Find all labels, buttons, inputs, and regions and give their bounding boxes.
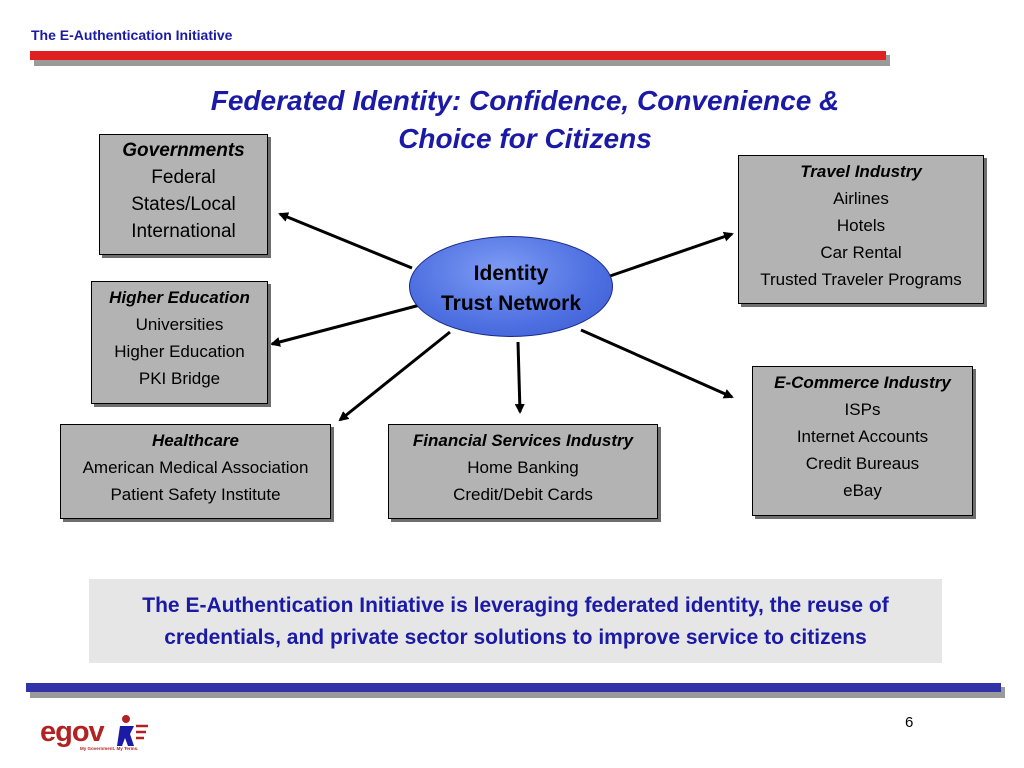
slide-title-line-1: Federated Identity: Confidence, Convenience & [210,85,840,116]
center-line-1: Identity [473,262,549,285]
governments-box [99,134,268,255]
travel-industry-line: Airlines [833,189,889,208]
governments-line: States/Local [131,194,236,215]
ecommerce-industry-box [752,366,973,516]
governments-line: International [131,221,236,242]
bottom-blue-bar [26,683,1001,692]
financial-services-line: Home Banking [467,458,579,477]
page-number: 6 [905,714,914,731]
governments-heading: Governments [122,140,245,161]
arrow-to-financial-services [518,342,520,412]
ecommerce-industry-line: eBay [843,481,882,500]
header-title: The E-Authentication Initiative [31,27,233,43]
arrow-to-ecommerce-industry [581,330,732,397]
travel-industry-line: Trusted Traveler Programs [760,270,962,289]
identity-trust-network-node [409,236,613,337]
arrow-to-healthcare [340,332,450,420]
higher-education-box [91,281,268,404]
travel-industry-box [738,155,984,304]
egov-logo-text: egov [40,716,104,748]
arrow-to-higher-education [272,305,420,344]
higher-education-line: PKI Bridge [138,369,221,388]
egov-logo [40,710,150,754]
higher-education-line: Higher Education [114,342,245,361]
travel-industry-heading: Travel Industry [800,162,922,181]
healthcare-box [60,424,331,519]
healthcare-heading: Healthcare [152,431,239,450]
slide-title-line-2: Choice for Citizens [398,123,652,154]
travel-industry-line: Car Rental [820,243,902,262]
financial-services-heading: Financial Services Industry [412,431,634,450]
arrow-to-governments [280,214,412,268]
center-line-2: Trust Network [440,292,582,315]
ecommerce-industry-line: Credit Bureaus [805,454,920,473]
ecommerce-industry-line: Internet Accounts [796,427,929,446]
ecommerce-industry-line: ISPs [844,400,881,419]
egov-tagline: My Government. My Terms. [80,746,139,751]
healthcare-line: American Medical Association [82,458,309,477]
financial-services-line: Credit/Debit Cards [453,485,593,504]
governments-line: Federal [151,167,216,188]
ecommerce-industry-heading: E-Commerce Industry [774,373,951,392]
higher-education-line: Universities [135,315,224,334]
higher-education-heading: Higher Education [109,288,250,307]
summary-callout: The E-Authentication Initiative is leveraging federated identity, the reuse of credentials, and private sector solutions to improve service to citizens [89,579,942,663]
financial-services-box [388,424,658,519]
healthcare-line: Patient Safety Institute [110,485,281,504]
travel-industry-line: Hotels [836,216,886,235]
arrow-to-travel-industry [610,234,732,276]
